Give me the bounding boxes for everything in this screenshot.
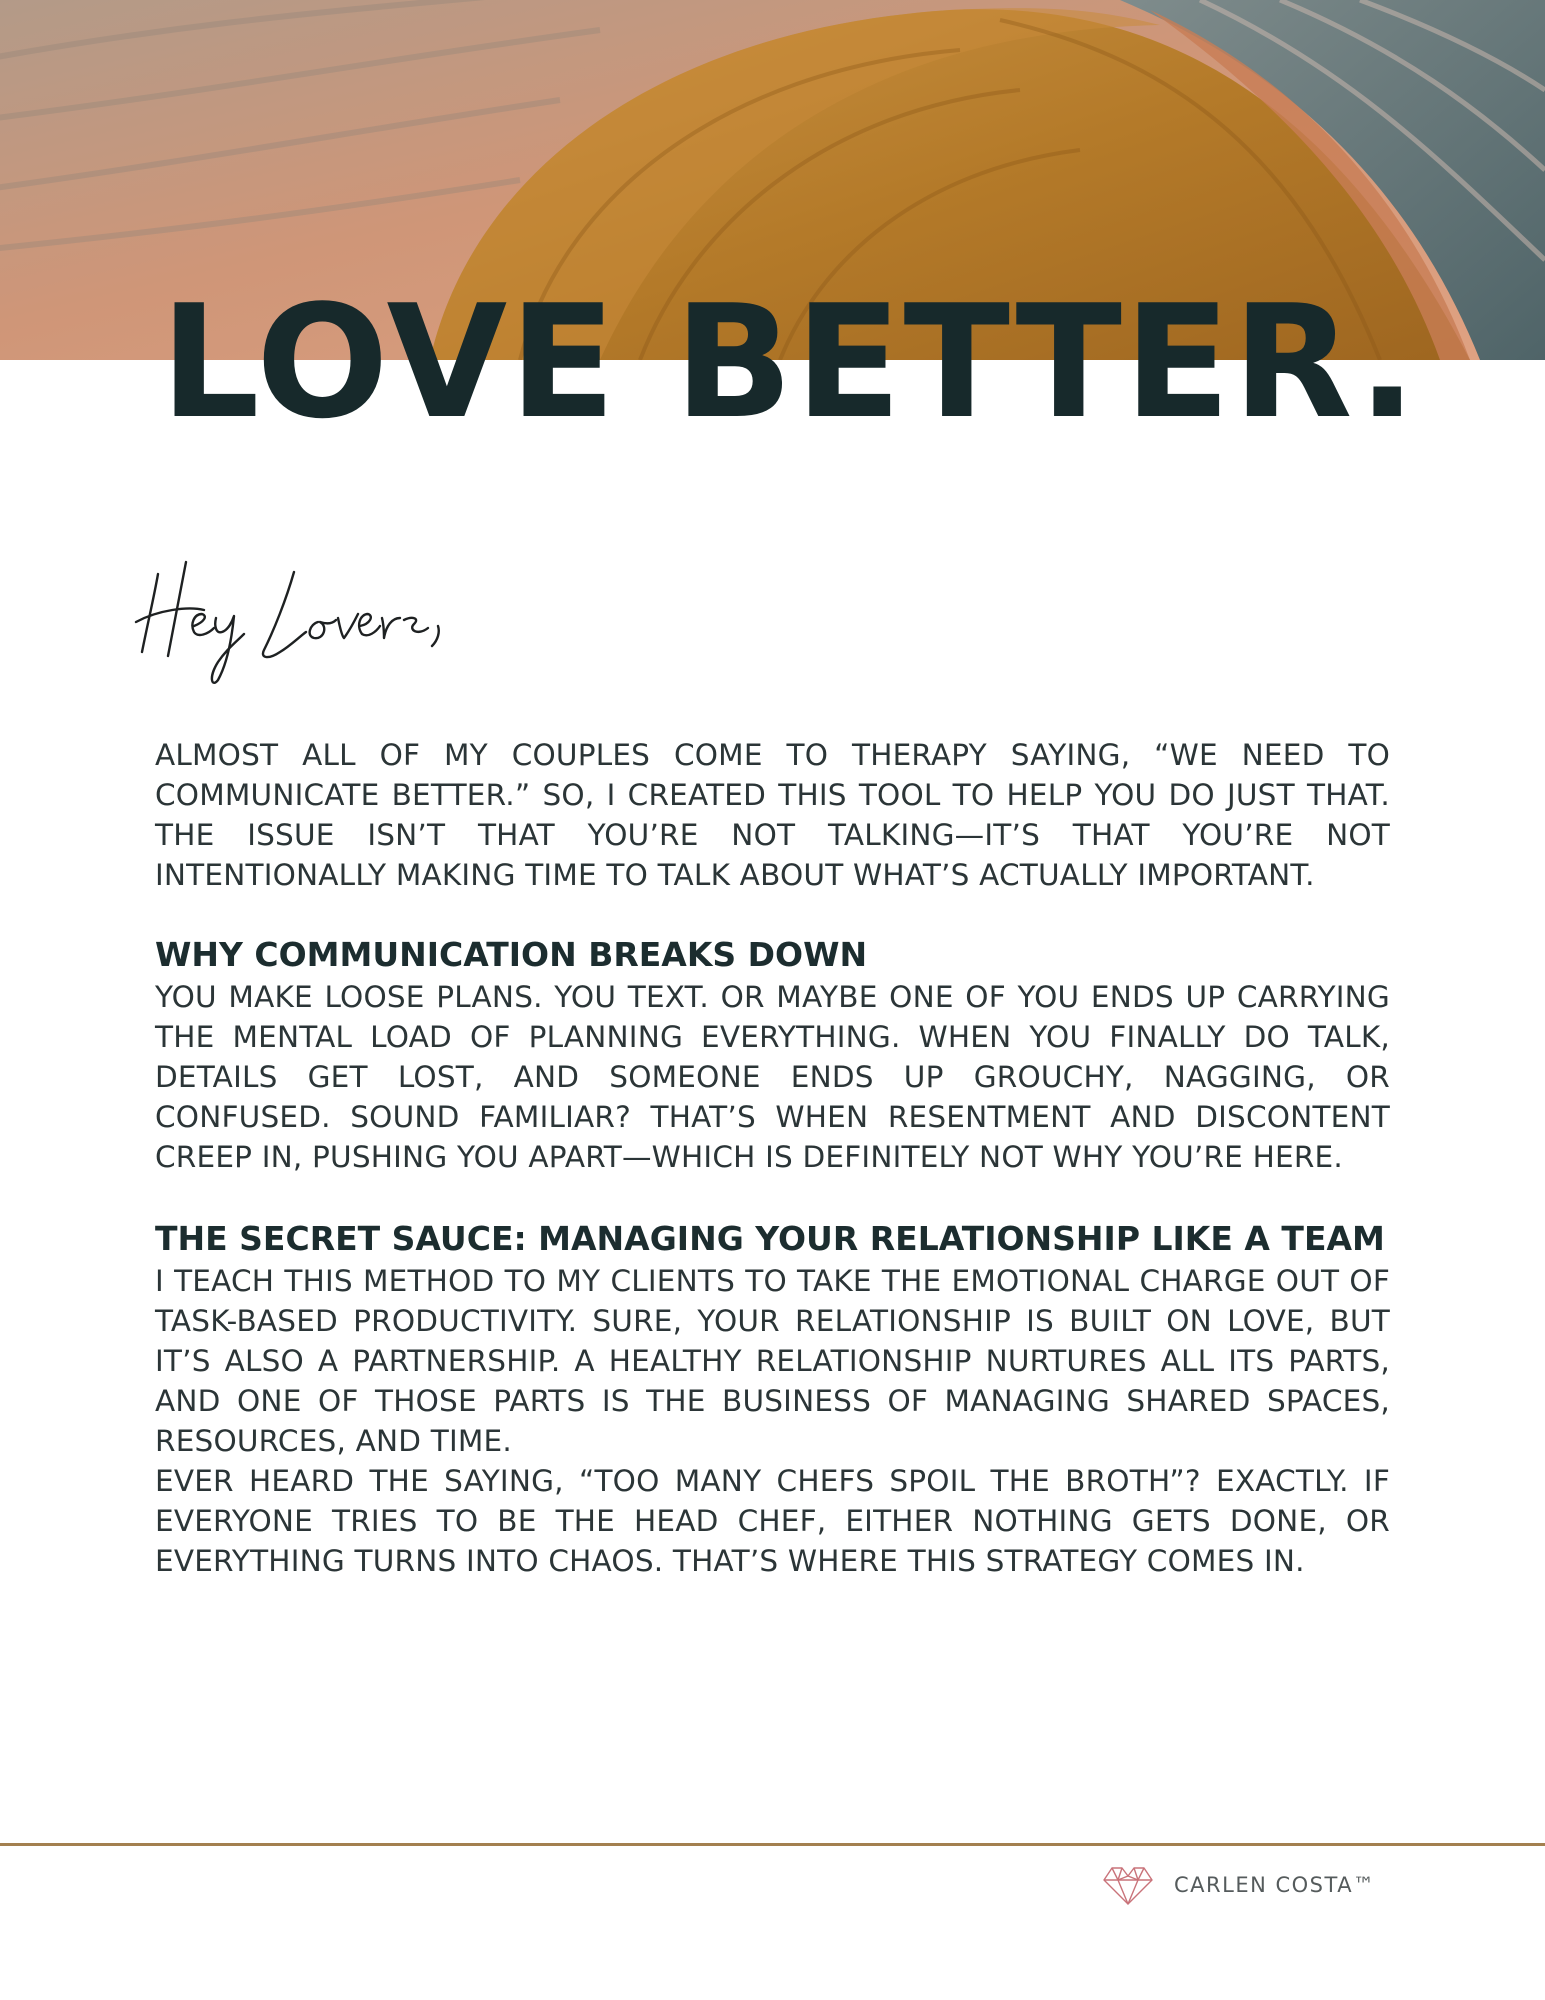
section-paragraph-communication: YOU MAKE LOOSE PLANS. YOU TEXT. OR MAYBE ONE OF YOU ENDS UP CARRYING THE MENTAL LOAD OF PLANNING EVERYTHING. WHEN YOU FINALLY DO TALK, DETAILS GET LOST, AND SOMEONE ENDS UP GROUCHY, NAGGING, OR CONFUSED. SOUND FAMILIAR? THAT’S WHEN RESENTMENT AND DISCONTENT CREEP IN, PUSHING YOU APART—WHICH IS DEFINITELY NOT WHY YOU’RE HERE. — [155, 980, 1390, 1174]
section-paragraph-secret-sauce-2: EVER HEARD THE SAYING, “TOO MANY CHEFS SPOIL THE BROTH”? EXACTLY. IF EVERYONE TRIES TO BE THE HEAD CHEF, EITHER NOTHING GETS DONE, OR EVERYTHING TURNS INTO CHAOS. THAT’S WHERE THIS STRATEGY COMES IN. — [155, 1464, 1390, 1578]
page-title: LOVE BETTER. — [160, 271, 1419, 453]
intro-paragraph: ALMOST ALL OF MY COUPLES COME TO THERAPY SAYING, “WE NEED TO COMMUNICATE BETTER.” SO, I CREATED THIS TOOL TO HELP YOU DO JUST THAT. THE ISSUE ISN’T THAT YOU’RE NOT TALKING—IT’S THAT YOU’RE NOT INTENTIONALLY MAKING TIME TO TALK ABOUT WHAT’S ACTUALLY IMPORTANT. — [155, 738, 1390, 892]
greeting-signature-graphic — [128, 552, 468, 692]
section-heading-secret-sauce: THE SECRET SAUCE: MANAGING YOUR RELATIONSHIP LIKE A TEAM — [155, 1219, 1385, 1258]
footer-brand — [1100, 1860, 1376, 1910]
letter-body — [155, 735, 1390, 1581]
section-heading-communication: WHY COMMUNICATION BREAKS DOWN — [155, 935, 868, 974]
footer-divider — [0, 1843, 1545, 1846]
footer-brand-name: CARLEN COSTA™ — [1174, 1873, 1376, 1897]
heart-gem-icon — [1100, 1862, 1156, 1908]
section-paragraph-secret-sauce-1: I TEACH THIS METHOD TO MY CLIENTS TO TAKE THE EMOTIONAL CHARGE OUT OF TASK-BASED PRODUCTIVITY. SURE, YOUR RELATIONSHIP IS BUILT ON LOVE, BUT IT’S ALSO A PARTNERSHIP. A HEALTHY RELATIONSHIP NURTURES ALL ITS PARTS, AND ONE OF THOSE PARTS IS THE BUSINESS OF MANAGING SHARED SPACES, RESOURCES, AND TIME. — [155, 1264, 1390, 1458]
